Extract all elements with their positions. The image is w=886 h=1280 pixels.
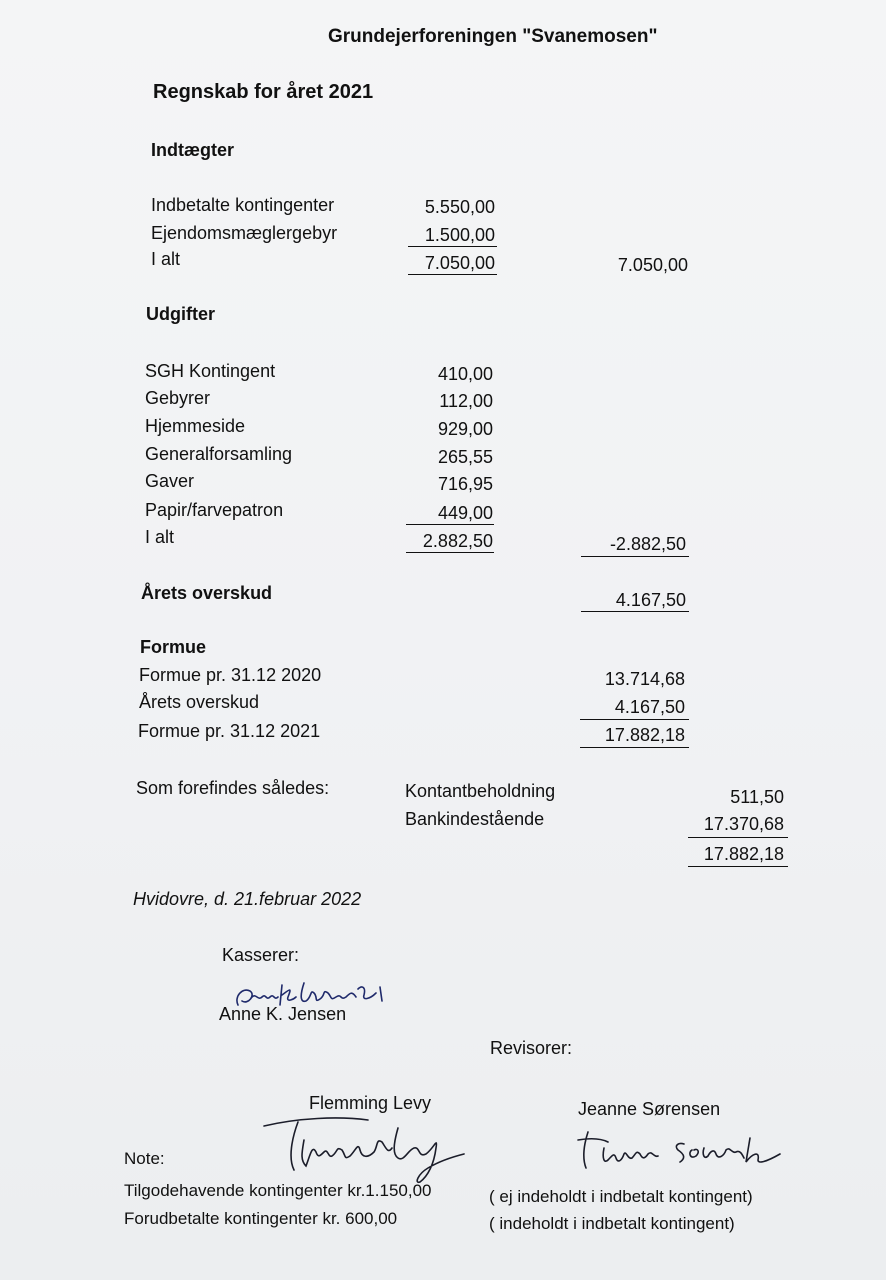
surplus-amount: 4.167,50 [615,590,686,610]
wealth-amount: 17.882,18 [604,725,685,745]
auditor-signature [574,1124,804,1174]
found-total-line [688,866,788,867]
wealth-heading: Formue [140,637,207,657]
income-total-line [408,274,497,275]
expense-carry-line [581,556,689,557]
found-item-amount: 511,50 [730,787,784,807]
wealth-amount: 4.167,50 [614,697,685,717]
surplus-line [581,611,689,612]
income-amount: 5.550,00 [424,197,495,217]
wealth-total-line [580,747,689,748]
expense-label: Generalforsamling [145,444,293,464]
income-subtotal-line [408,246,497,247]
wealth-label: Årets overskud [139,692,260,712]
auditor-signature [258,1108,488,1188]
income-amount: 1.500,00 [424,225,495,245]
expense-subtotal-line [406,524,494,525]
income-total-amount: 7.050,00 [424,253,495,273]
wealth-subtotal-line [580,719,689,720]
wealth-amount: 13.714,68 [604,669,685,689]
note-label: Note: [124,1149,165,1168]
expense-label: Gaver [145,471,195,491]
income-total-carry: 7.050,00 [617,255,688,275]
note-line: Tilgodehavende kontingenter kr.1.150,00 [124,1181,432,1200]
expense-amount: 112,00 [439,391,493,411]
income-total-label: I alt [151,249,181,269]
note-remark: ( indeholdt i indbetalt kontingent) [489,1214,735,1233]
place-date: Hvidovre, d. 21.februar 2022 [133,889,362,909]
expenses-heading: Udgifter [146,304,215,324]
expense-label: Gebyrer [145,388,211,408]
document-subtitle: Regnskab for året 2021 [153,81,374,103]
found-item-label: Bankindestående [405,809,545,829]
income-heading: Indtægter [151,140,234,160]
wealth-label: Formue pr. 31.12 2021 [138,721,321,741]
expense-amount: 265,55 [437,447,493,467]
expense-total-label: I alt [145,527,175,547]
expense-amount: 929,00 [437,419,493,439]
expense-amount: 449,00 [437,503,493,523]
found-label: Som forefindes således: [136,778,330,798]
expense-total-line [406,552,494,553]
expense-total-amount: 2.882,50 [422,531,493,551]
found-item-amount: 17.370,68 [703,814,784,834]
note-line: Forudbetalte kontingenter kr. 600,00 [124,1209,398,1228]
expense-total-carry: -2.882,50 [609,534,686,554]
expense-label: Papir/farvepatron [145,500,284,520]
income-label: Indbetalte kontingenter [151,195,335,215]
treasurer-name: Anne K. Jensen [219,1004,347,1024]
income-label: Ejendomsmæglergebyr [151,223,338,243]
wealth-label: Formue pr. 31.12 2020 [139,665,322,685]
surplus-label: Årets overskud [141,583,273,603]
auditors-role: Revisorer: [490,1038,573,1058]
expense-label: SGH Kontingent [145,361,276,381]
found-subtotal-line [688,837,788,838]
found-total: 17.882,18 [703,844,784,864]
found-item-label: Kontantbeholdning [405,781,556,801]
auditor-name: Jeanne Sørensen [578,1099,721,1119]
auditor-name: Flemming Levy [309,1093,432,1113]
expense-amount: 410,00 [437,364,493,384]
expense-label: Hjemmeside [145,416,246,436]
note-remark: ( ej indeholdt i indbetalt kontingent) [489,1187,753,1206]
expense-amount: 716,95 [437,474,493,494]
document-title: Grundejerforeningen "Svanemosen" [328,26,658,47]
treasurer-role: Kasserer: [222,945,300,965]
